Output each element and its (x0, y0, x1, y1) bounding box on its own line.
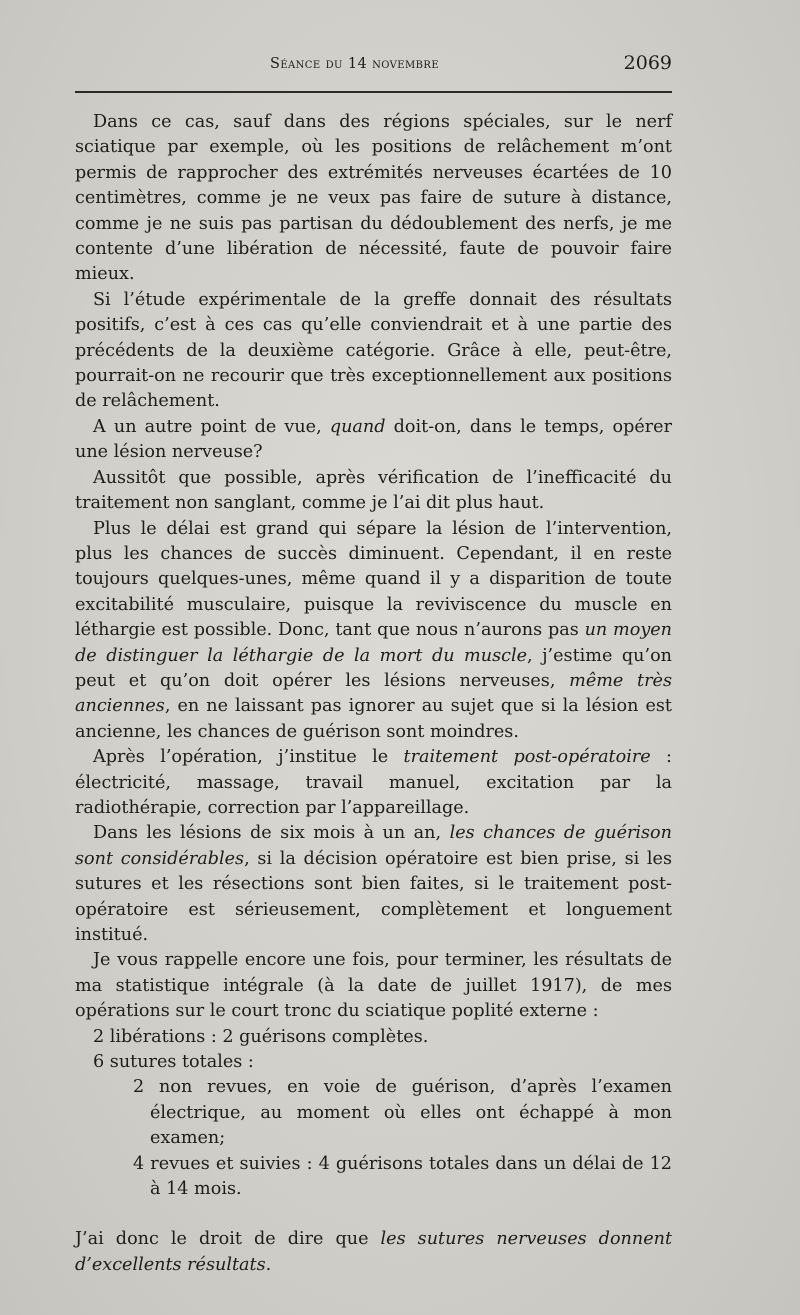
paragraph-7-text-b: , si la décision opératoire est bien prise, si les sutures et les résections sont bien faites, si le traitement post-opératoire est sérieusement, complètement et longuement institué. (75, 848, 672, 945)
page-header (75, 52, 672, 86)
paragraph-5-emphasis-2: même très anciennes (75, 670, 672, 717)
body-text (75, 110, 672, 1278)
page-number: 2069 (623, 52, 672, 74)
list-subitem-revues (75, 1152, 672, 1203)
paragraph-1: Dans ce cas, sauf dans des régions spéciales, sur le nerf sciatique par exemple, où les positions de relâchement m’ont permis de rapprocher des extrémités nerveuses écartées de 10 centimètres, comme je ne veux pas faire de suture à distance, comme je ne suis pas partisan du dédoublement des nerfs, je me contente d’une libération de nécessité, faute de pouvoir faire mieux. (75, 112, 672, 285)
list-subitem-non-revues (75, 1075, 672, 1151)
paragraph-5-text-b: , j’estime qu’on peut et qu’on doit opérer les lésions nerveuses, (75, 645, 672, 691)
results-list (75, 1025, 672, 1203)
paragraph-8: Je vous rappelle encore une fois, pour terminer, les résultats de ma statistique intégrale (à la date de juillet 1917), de mes opérations sur le court tronc du sciatique poplité externe : (75, 950, 672, 1022)
paragraph-conclusion-text-a: J’ai donc le droit de dire que (75, 1229, 381, 1250)
paragraph-6-emphasis: traitement post-opératoire (403, 747, 651, 768)
paragraph-3-emphasis: quand (329, 416, 386, 437)
running-title (270, 56, 439, 72)
running-title-prefix: Séance du (270, 56, 348, 72)
paragraph-6 (75, 745, 672, 821)
paragraph-3-text-b: doit-on, dans le temps, opérer une lésion nerveuse? (75, 416, 672, 463)
list-subitem-non-revues-text: 2 non revues, en voie de guérison, d’après l’examen électrique, au moment où elles ont échappé à mon examen; (133, 1077, 672, 1149)
paragraph-5 (75, 517, 672, 746)
paragraph-5-text-c: , en ne laissant pas ignorer au sujet que si la lésion est ancienne, les chances de guérison sont moindres. (75, 696, 672, 742)
paragraph-3 (75, 415, 672, 466)
list-item-sutures: 6 sutures totales : (93, 1052, 254, 1073)
paragraph-conclusion-text-b: . (265, 1254, 272, 1275)
paragraph-7 (75, 821, 672, 948)
header-rule (75, 91, 672, 93)
paragraph-5-text-a: Plus le délai est grand qui sépare la lésion de l’intervention, plus les chances de succès diminuent. Cependant, il en reste toujours quelques-unes, même quand il y a disparition de toute excitabilité musculaire, puisque la reviviscence du muscle en léthargie est possible. Donc, tant que nous n’aurons pas (75, 518, 672, 641)
paragraph-4: Aussitôt que possible, après vérification de l’inefficacité du traitement non sanglant, comme je l’ai dit plus haut. (75, 467, 672, 514)
paragraph-conclusion-emphasis: les sutures nerveuses donnent d’excellents résultats (75, 1229, 673, 1275)
paragraph-3-text-a: A un autre point de vue, (93, 416, 330, 437)
paragraph-5-emphasis-1: un moyen de distinguer la léthargie de la mort du muscle (75, 620, 673, 666)
paragraph-6-text-b: : électricité, massage, travail manuel, excitation par la radiothérapie, correction par l’appareillage. (75, 747, 672, 818)
running-title-day: 14 (347, 56, 368, 72)
paragraph-conclusion (75, 1227, 672, 1278)
list-item-liberations: 2 libérations : 2 guérisons complètes. (93, 1026, 429, 1047)
paragraph-7-text-a: Dans les lésions de six mois à un an, (93, 823, 450, 844)
running-title-suffix: novembre (367, 56, 440, 72)
paragraph-7-emphasis: les chances de guérison sont considérables (75, 823, 672, 869)
paragraph-6-text-a: Après l’opération, j’institue le (93, 747, 404, 768)
list-subitem-revues-text: 4 revues et suivies : 4 guérisons totales dans un délai de 12 à 14 mois. (133, 1153, 672, 1200)
paragraph-2: Si l’étude expérimentale de la greffe donnait des résultats positifs, c’est à ces cas qu’elle conviendrait et à une partie des précédents de la deuxième catégorie. Grâce à elle, peut-être, pourrait-on ne recourir que très exceptionnellement aux positions de relâchement. (75, 289, 672, 412)
